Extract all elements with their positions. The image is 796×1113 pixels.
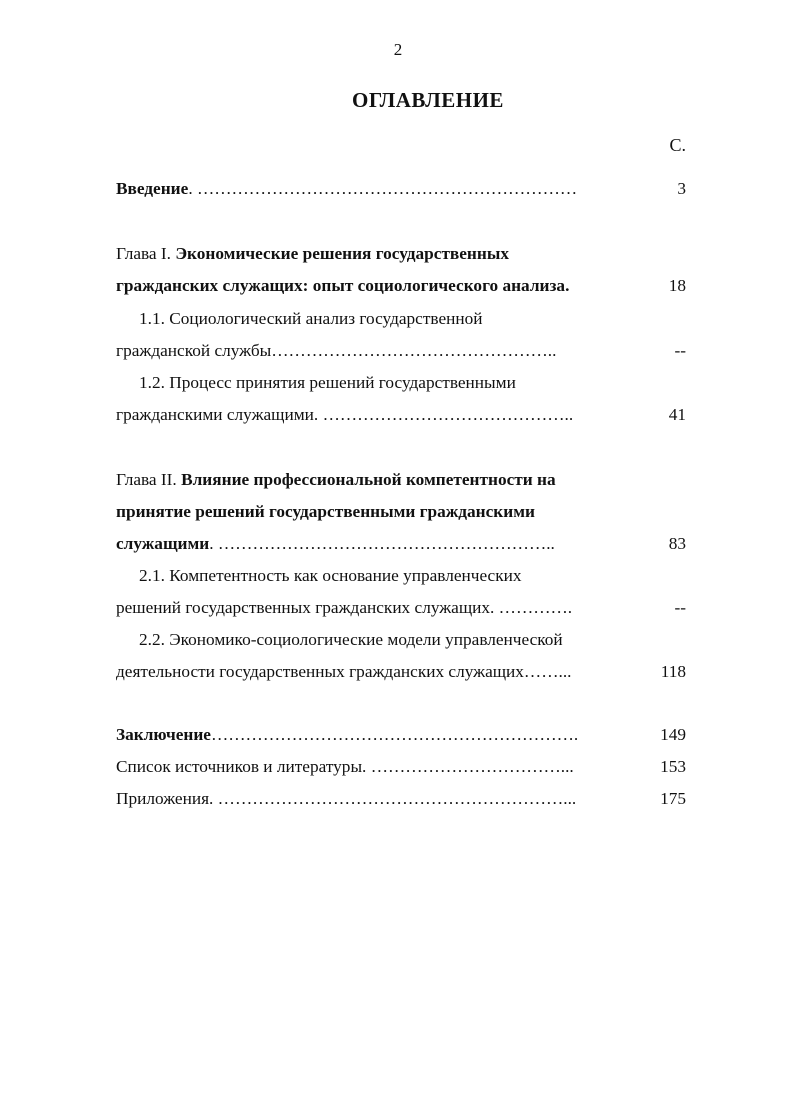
page-number: 2 <box>393 40 403 59</box>
chapter2-title-line3: служащими <box>116 534 210 553</box>
page-column-label: С. <box>669 135 686 155</box>
chapter1-heading-line2 <box>116 275 569 297</box>
chapter1-prefix: Глава I. <box>116 244 171 263</box>
chapter1-title-line2: гражданских служащих: опыт социологического анализа. <box>116 276 570 295</box>
chapter2-title-line2: принятие решений государственными гражданскими <box>116 502 535 521</box>
section-2-1-line2: решений государственных гражданских служащих. …………. <box>116 598 573 617</box>
section-2-2-line1: 2.2. Экономико-социологические модели управленческой <box>139 630 563 649</box>
conclusion-page: 149 <box>660 725 686 744</box>
section-2-1-page: -- <box>674 598 686 617</box>
toc-title: ОГЛАВЛЕНИЕ <box>352 88 504 112</box>
section-1-1-line1: 1.1. Социологический анализ государственной <box>139 309 483 328</box>
section-2-1-line1: 2.1. Компетентность как основание управленческих <box>139 566 522 585</box>
conclusion-title: Заключение <box>116 725 211 744</box>
conclusion-leader: ………………………………………………………. <box>210 725 579 744</box>
intro-page: 3 <box>677 179 686 198</box>
intro-title: Введение <box>116 179 189 198</box>
chapter2-leader: . ………………………………………………….. <box>209 534 555 553</box>
toc-entry-conclusion <box>116 724 578 746</box>
chapter1-title-line1: Экономические решения государственных <box>175 244 509 263</box>
chapter2-page: 83 <box>668 534 686 553</box>
chapter2-heading-line2 <box>116 501 535 523</box>
toc-entry-intro <box>116 178 577 200</box>
chapter2-heading <box>116 469 556 491</box>
section-1-1-page: -- <box>674 341 686 360</box>
chapter1-page: 18 <box>668 276 686 295</box>
intro-leader: . ………………………………………………………… <box>188 179 578 198</box>
chapter1-heading <box>116 243 509 265</box>
toc-entry-references: Список источников и литературы. ……………………………... <box>116 757 574 776</box>
section-2-2-line2: деятельности государственных гражданских служащих……... <box>116 662 572 681</box>
chapter2-prefix: Глава II. <box>116 470 177 489</box>
section-1-1-line2: гражданской службы………………………………………….. <box>116 341 557 360</box>
section-2-2-page: 118 <box>660 662 686 681</box>
section-1-2-line2: гражданскими служащими. …………………………………….. <box>116 405 574 424</box>
toc-entry-appendix: Приложения. ……………………………………………………... <box>116 789 577 808</box>
references-page: 153 <box>660 757 686 776</box>
chapter2-title-line1: Влияние профессиональной компетентности на <box>181 470 556 489</box>
section-1-2-page: 41 <box>668 405 686 424</box>
section-1-2-line1: 1.2. Процесс принятия решений государственными <box>139 373 516 392</box>
chapter2-heading-line3 <box>116 533 555 555</box>
appendix-page: 175 <box>660 789 686 808</box>
